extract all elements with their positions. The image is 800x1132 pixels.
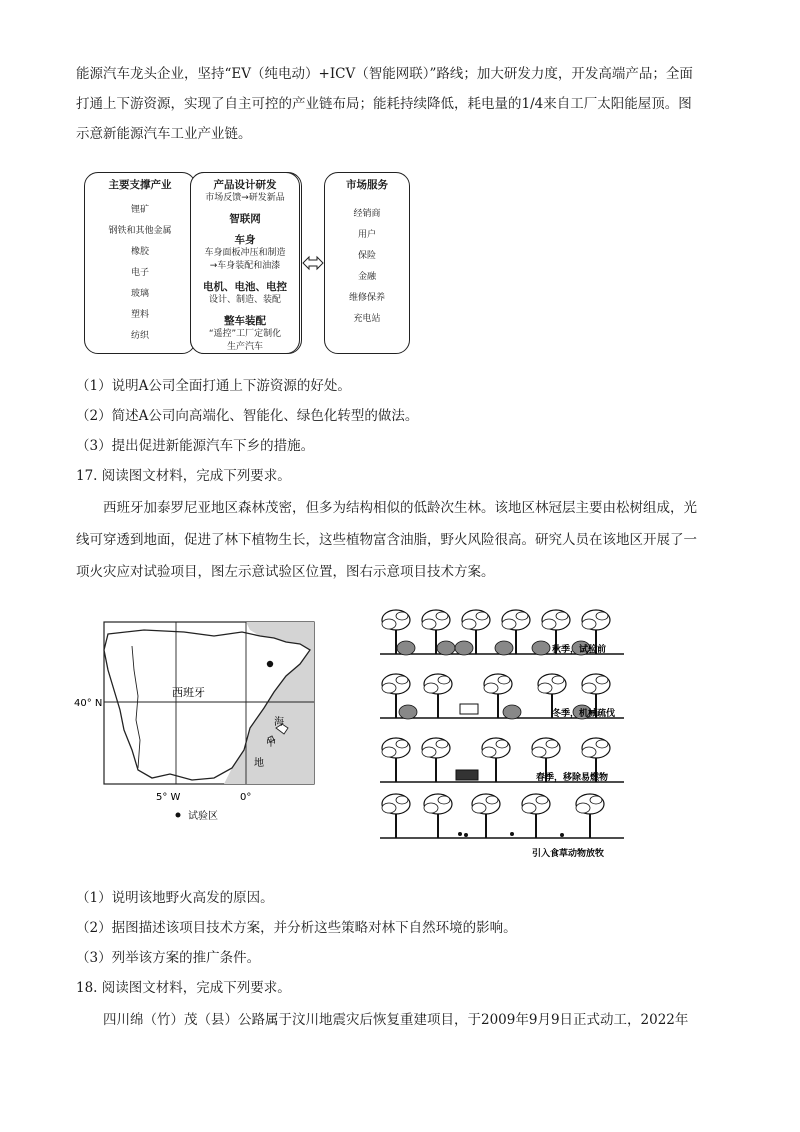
map-longitude-5w: 5° W [156,792,181,803]
electric-systems: 电机、电池、电控 [203,281,287,293]
car-body-detail-1: 车身面板冲压和制造 [204,248,286,258]
service-item: 用户 [357,230,376,240]
panel-grazing [380,794,624,859]
service-item: 经销商 [353,209,381,219]
q18-para-line-1: 四川绵（竹）茂（县）公路属于汶川地震灾后恢复重建项目，于2009年9月9日正式动工，2022年 [103,1012,689,1028]
q17-title: 17. 阅读图文材料，完成下列要求。 [76,468,291,484]
q18-title: 18. 阅读图文材料，完成下列要求。 [76,980,291,996]
q16-sub-2: （2）简述A公司向高端化、智能化、绿色化转型的做法。 [76,408,419,424]
industry-item: 塑料 [130,310,149,320]
industry-item: 钢铁和其他金属 [108,226,172,236]
industry-item: 电子 [130,268,149,278]
q17-sub-3: （3）列举该方案的推广条件。 [76,950,261,966]
service-item: 维修保养 [348,293,385,303]
panel-label-autumn: 秋季，试验前 [552,645,607,655]
service-item: 金融 [357,272,376,282]
electric-systems-detail: 设计、制造、装配 [208,295,281,305]
service-item: 充电站 [353,314,381,324]
panel-label-spring: 春季，移除易燃物 [536,773,609,783]
forest-treatment-panels [376,598,626,860]
car-body-detail-2: →车身装配和油漆 [209,261,281,271]
intro-line-1: 能源汽车龙头企业，坚持“EV（纯电动）+ICV（智能网联）”路线；加大研发力度，开发高端产品；全面 [76,66,693,82]
market-services-box [324,172,410,354]
q16-sub-3: （3）提出促进新能源汽车下乡的措施。 [76,438,315,454]
panel-label-winter: 冬季，机械疏伐 [552,709,616,719]
map-legend-label: 试验区 [188,811,218,822]
industry-item: 玻璃 [130,289,149,299]
industry-item: 纺织 [130,331,149,341]
map-longitude-0: 0° [240,792,252,803]
market-feedback: 市场反馈→研发新品 [205,193,285,203]
map-latitude-label: 40° N [74,698,103,709]
q17-sub-2: （2）据图描述该项目技术方案，并分析这些策略对林下自然环境的影响。 [76,920,517,936]
service-item: 保险 [357,251,376,261]
panel-autumn [380,610,624,655]
panel-spring [380,738,624,783]
product-design-box [190,172,300,354]
spain-location-map [74,610,324,825]
vehicle-assembly: 整车装配 [224,315,266,327]
q17-para-line-2: 线可穿透到地面，促进了林下植物生长，这些植物富含油脂，野火风险很高。研究人员在该地区开展了一 [76,532,697,548]
supporting-industries-title: 主要支撑产业 [108,179,172,191]
supporting-industries-box [84,172,196,354]
double-arrow-right [302,254,324,272]
q17-para-line-3: 项火灾应对试验项目，图左示意试验区位置，图右示意项目技术方案。 [76,564,495,580]
car-body: 车身 [234,234,256,246]
vehicle-assembly-detail-2: 生产汽车 [226,342,263,352]
panel-winter [380,674,624,719]
map-label-sea-2: 中 [266,738,276,749]
legend-dot [176,813,181,818]
test-area-marker [267,661,273,667]
q17-para-line-1: 西班牙加泰罗尼亚地区森林茂密，但多为结构相似的低龄次生林。该地区林冠层主要由松树组成，光 [103,500,697,516]
intro-line-3: 示意新能源汽车工业产业链。 [76,126,252,142]
industry-item: 锂矿 [130,205,149,215]
map-label-spain: 西班牙 [172,686,205,699]
intro-line-2: 打通上下游资源，实现了自主可控的产业链布局；能耗持续降低，耗电量的1/4来自工厂太阳能屋顶。图 [76,96,692,112]
connected-network: 智联网 [229,213,261,225]
product-design-title: 产品设计研发 [213,179,277,191]
panel-label-grazing: 引入食草动物放牧 [532,849,605,859]
industry-item: 橡胶 [130,247,149,257]
vehicle-assembly-detail-1: “遥控”工厂定制化 [208,329,282,339]
q17-sub-1: （1）说明该地野火高发的原因。 [76,890,274,906]
q16-sub-1: （1）说明A公司全面打通上下游资源的好处。 [76,378,351,394]
market-services-title: 市场服务 [346,179,388,191]
map-label-sea-3: 地 [254,758,264,769]
map-label-sea-1: 海 [274,717,284,728]
